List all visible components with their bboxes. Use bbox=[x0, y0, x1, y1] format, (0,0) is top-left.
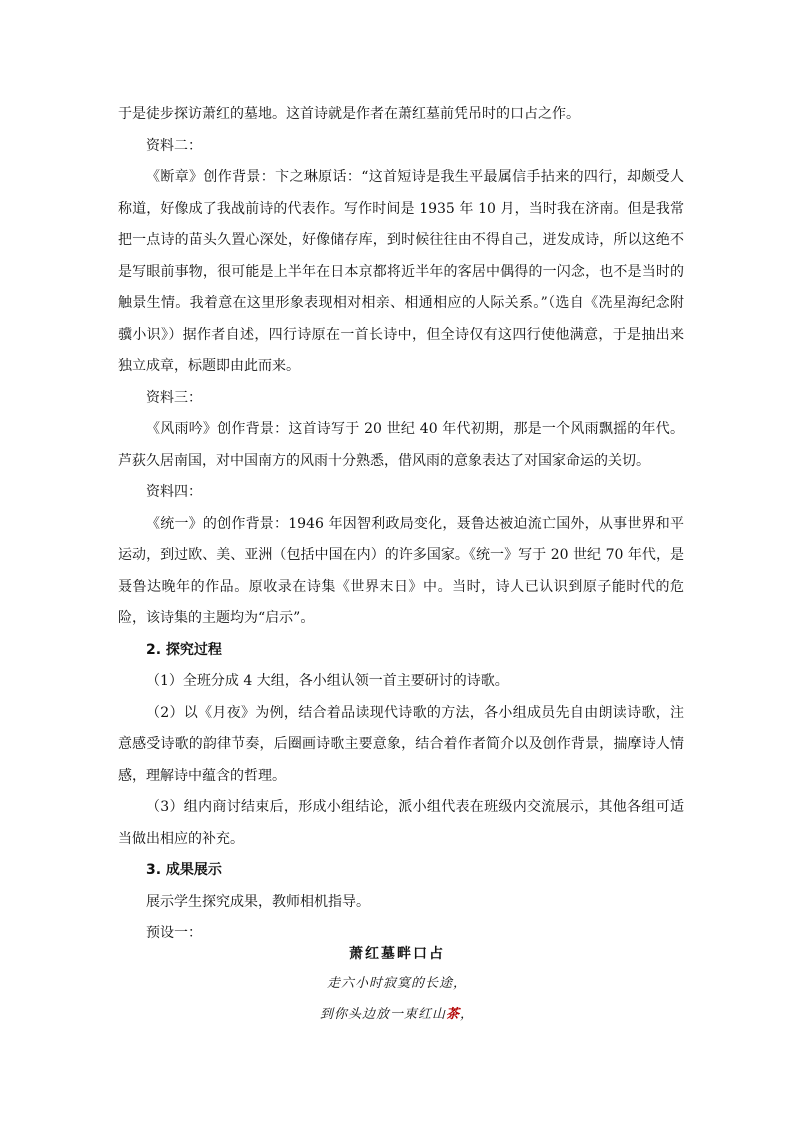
poem-line-2 bbox=[0, 999, 794, 1030]
poem-line-2-text: 到你头边放一束红山 bbox=[319, 1007, 446, 1022]
document-body bbox=[118, 99, 684, 950]
poem-line-1: 走六小时寂寞的长途， bbox=[326, 976, 467, 991]
heading-material-3: 资料三： bbox=[146, 389, 202, 406]
paragraph-fengyuyin-background: 《风雨吟》创作背景：这首诗写于 20 世纪 40 年代初期，那是一个风雨飘摇的年代。芦荻久居南国，对中国南方的风雨十分熟悉，借风雨的意象表达了对国家命运的关切。 bbox=[118, 421, 684, 469]
paragraph-duanzhang-background: 《断章》创作背景：卞之琳原话：“这首短诗是我生平最属信手拈来的四行，却颇受人称道，好像成了我战前诗的代表作。写作时间是 1935 年 10 月，当时我在济南。但是我常把一点诗的苗头久置心深处，好像储存库，到时候往往由不得自己，迸发成诗，所以这绝不是写眼前事物，很可能是上半年在日本京都将近半年的客居中偶得的一闪念，也不是当时的触景生情。我着意在这里形象表现相对相亲、相通相应的人际关系。”（选自《冼星海纪念附骥小识》）据作者自述，四行诗原在一首长诗中，但全诗仅有这四行使他满意，于是抽出来独立成章，标题即由此而来。 bbox=[118, 169, 684, 374]
preset-one-label: 预设一： bbox=[146, 925, 202, 941]
heading-material-4: 资料四： bbox=[146, 484, 202, 500]
heading-material-2: 资料二： bbox=[146, 137, 202, 154]
section-heading-results: 3. 成果展示 bbox=[146, 862, 222, 878]
poem-line-2-punct: ， bbox=[460, 1007, 475, 1022]
section-heading-process: 2. 探究过程 bbox=[146, 641, 222, 658]
process-step-3: （3）组内商讨结束后，形成小组结论，派小组代表在班级内交流展示，其他各组可适当做出相应的补充。 bbox=[118, 799, 684, 847]
process-step-2: （2）以《月夜》为例，结合着品读现代诗歌的方法，各小组成员先自由朗读诗歌，注意感受诗歌的韵律节奏，后圈画诗歌主要意象，结合着作者简介以及创作背景，揣摩诗人情感，理解诗中蕴含的哲理。 bbox=[118, 704, 684, 784]
poem-highlight-word: 茶 bbox=[445, 1007, 460, 1022]
paragraph-results-guidance: 展示学生探究成果，教师相机指导。 bbox=[146, 893, 370, 910]
process-step-1: （1）全班分成 4 大组，各小组认领一首主要研讨的诗歌。 bbox=[146, 673, 509, 689]
paragraph-tongyi-background: 《统一》的创作背景：1946 年因智利政局变化，聂鲁达被迫流亡国外，从事世界和平运动，到过欧、美、亚洲（包括中国在内）的许多国家。《统一》写于 20 世纪 70 年代，是聂鲁达晚年的作品。原收录在诗集《世界末日》中。当时，诗人已认识到原子能时代的危险，该诗集的主题均为“启示”。 bbox=[118, 515, 684, 626]
paragraph-intro: 于是徒步探访萧红的墓地。这首诗就是作者在萧红墓前凭吊时的口占之作。 bbox=[118, 106, 580, 122]
poem-title: 萧红墓畔口占 bbox=[349, 946, 445, 962]
poem-block bbox=[0, 940, 794, 1030]
